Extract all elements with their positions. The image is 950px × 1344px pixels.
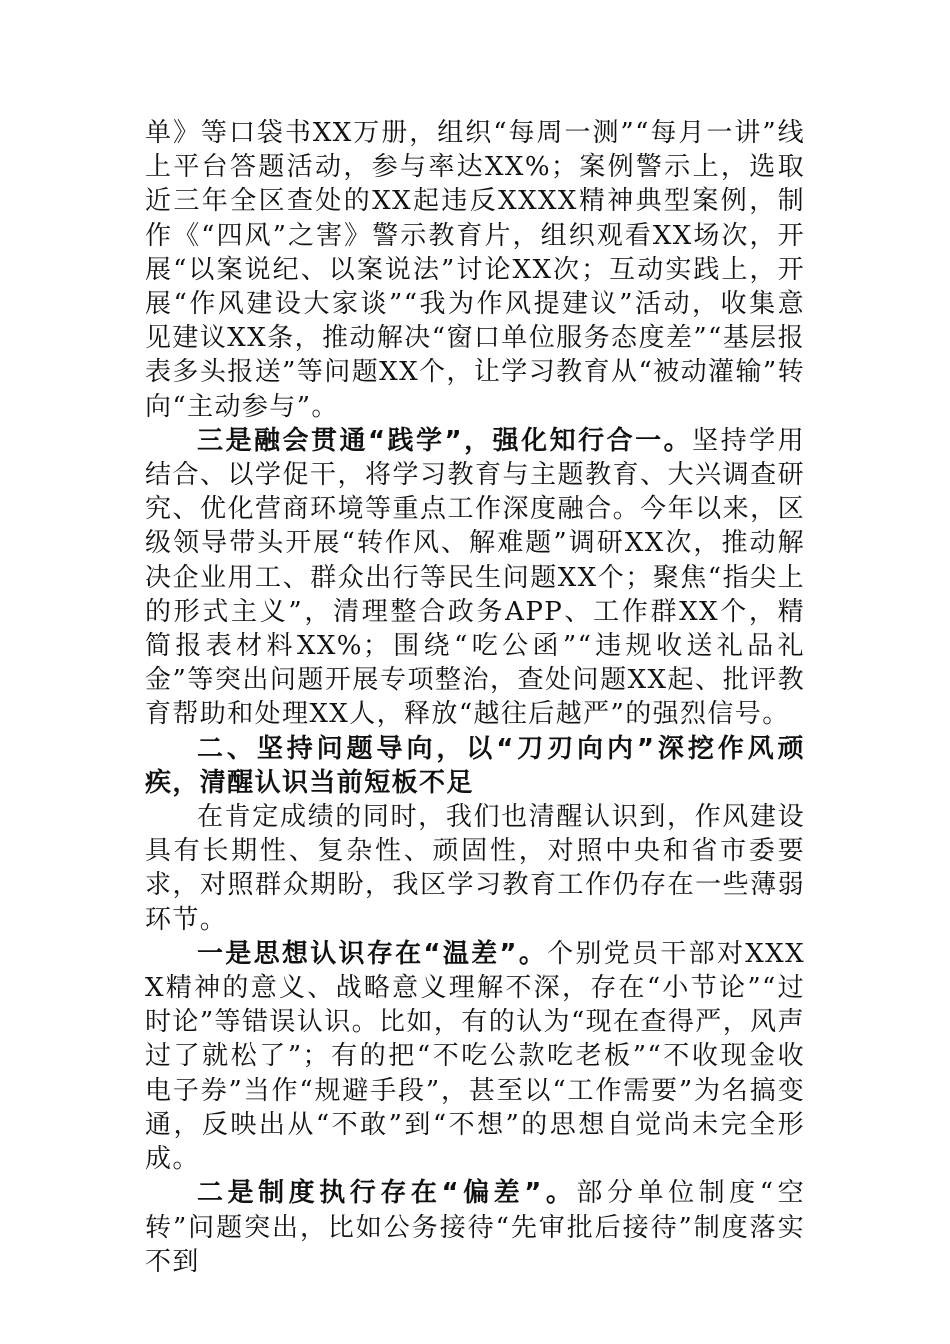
paragraph-item-two bbox=[145, 1176, 805, 1279]
paragraph-text: 在肯定成绩的同时，我们也清醒认识到，作风建设具有长期性、复杂性、顽固性，对照中央和省市委要求，对照群众期盼，我区学习教育工作仍存在一些薄弱环节。 bbox=[145, 802, 805, 935]
paragraph-item-three bbox=[145, 424, 805, 732]
paragraph-text: 坚持学用结合、以学促干，将学习教育与主题教育、大兴调查研究、优化营商环境等重点工作深度融合。今年以来，区级领导带头开展“转作风、解难题”调研XX次，推动解决企业用工、群众出行等民生问题XX个；聚焦“指尖上的形式主义”，清理整合政务APP、工作群XX个，精简报表材料XX%；围绕“吃公函”“违规收送礼品礼金”等突出问题开展专项整治，查处问题XX起、批评教育帮助和处理XX人，释放“越往后越严”的强烈信号。 bbox=[145, 425, 805, 730]
paragraph-text: 个别党员干部对XXXX精神的意义、战略意义理解不深，存在“小节论”“过时论”等错误认识。比如，有的认为“现在查得严，风声过了就松了”；有的把“不吃公款吃老板”“不收现金收电子券”当作“规避手段”，甚至以“工作需要”为名搞变通，反映出从“不敢”到“不想”的思想自觉尚未完全形成。 bbox=[145, 938, 805, 1175]
paragraph-lead: 三是融会贯通“践学”，强化知行合一。 bbox=[197, 425, 693, 456]
paragraph-lead: 一是思想认识存在“温差”。 bbox=[197, 938, 548, 969]
section-heading bbox=[145, 732, 805, 800]
paragraph-continuation bbox=[145, 116, 805, 424]
paragraph-item-one bbox=[145, 937, 805, 1176]
paragraph-intro bbox=[145, 800, 805, 937]
paragraph-lead: 二是制度执行存在“偏差”。 bbox=[197, 1178, 577, 1209]
paragraph-text: 部分单位制度“空转”问题突出，比如公务接待“先审批后接待”制度落实不到 bbox=[145, 1178, 805, 1277]
document-page bbox=[145, 116, 805, 1279]
section-heading-text: 二、坚持问题导向，以“刀刃向内”深挖作风顽疾，清醒认识当前短板不足 bbox=[145, 733, 805, 798]
paragraph-text: 单》等口袋书XX万册，组织“每周一测”“每月一讲”线上平台答题活动，参与率达XX%；案例警示上，选取近三年全区查处的XX起违反XXXX精神典型案例，制作《“四风”之害》警示教育片，组织观看XX场次，开展“以案说纪、以案说法”讨论XX次；互动实践上，开展“作风建设大家谈”“我为作风提建议”活动，收集意见建议XX条，推动解决“窗口单位服务态度差”“基层报表多头报送”等问题XX个，让学习教育从“被动灌输”转向“主动参与”。 bbox=[145, 118, 805, 422]
